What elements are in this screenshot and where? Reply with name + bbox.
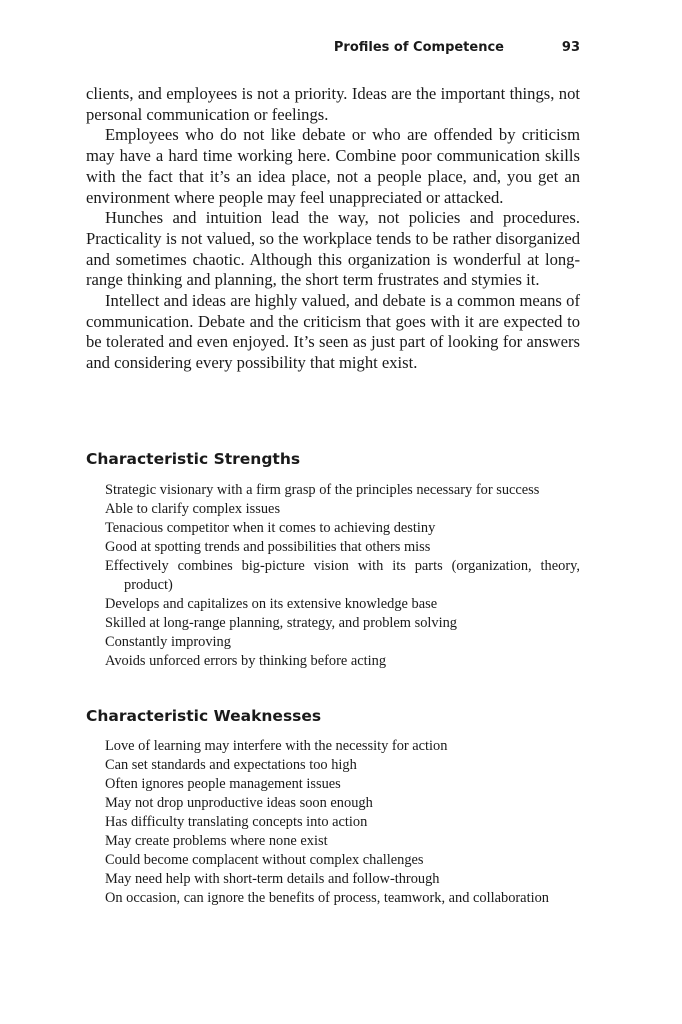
paragraph: Hunches and intuition lead the way, not policies and procedures. Practicality is not valued, so the workplace tends to be rather disorganized and sometimes chaotic. Although this organization is wonderful at long-range thinking and planning, the short term frustrates and stymies it.	[86, 208, 580, 290]
list-item: Constantly improving	[105, 634, 231, 650]
list-item: May create problems where none exist	[105, 833, 328, 849]
page-number: 93	[561, 40, 580, 55]
list-item: Effectively combines big-picture vision with its parts (organization, theory, product)	[105, 558, 580, 593]
list-item: Can set standards and expectations too high	[105, 757, 357, 773]
list-item: May need help with short-term details and follow-through	[105, 871, 440, 887]
list-item: On occasion, can ignore the benefits of process, teamwork, and collaboration	[105, 890, 549, 906]
strengths-list	[105, 481, 580, 671]
running-head	[86, 40, 580, 62]
strengths-heading: Characteristic Strengths	[86, 450, 301, 468]
list-item: Avoids unforced errors by thinking before acting	[105, 653, 387, 669]
list-item: Develops and capitalizes on its extensive knowledge base	[105, 596, 438, 612]
list-item: Often ignores people management issues	[105, 776, 341, 792]
list-item: Has difficulty translating concepts into action	[105, 814, 368, 830]
weaknesses-list	[105, 737, 580, 908]
weaknesses-heading: Characteristic Weaknesses	[86, 707, 322, 725]
paragraph: clients, and employees is not a priority. Ideas are the important things, not personal communication or feelings.	[86, 84, 580, 124]
list-item: Strategic visionary with a firm grasp of the principles necessary for success	[105, 482, 540, 498]
list-item: Able to clarify complex issues	[105, 501, 281, 517]
paragraph: Intellect and ideas are highly valued, and debate is a common means of communication. Debate and the criticism that goes with it are expected to be tolerated and even enjoyed. It’s seen as just part of looking for answers and considering every possibility that might exist.	[86, 291, 580, 373]
paragraph: Employees who do not like debate or who are offended by criticism may have a hard time working here. Combine poor communication skills with the fact that it’s an idea place, not a people place, and, you get an environment where people may feel unappreciated or attacked.	[86, 125, 580, 207]
list-item: Tenacious competitor when it comes to achieving destiny	[105, 520, 436, 536]
list-item: Love of learning may interfere with the necessity for action	[105, 738, 448, 754]
body-text	[86, 84, 580, 374]
list-item: Skilled at long-range planning, strategy, and problem solving	[105, 615, 457, 631]
list-item: Could become complacent without complex challenges	[105, 852, 424, 868]
running-head-title: Profiles of Competence	[333, 40, 504, 55]
list-item: Good at spotting trends and possibilities that others miss	[105, 539, 431, 555]
list-item: May not drop unproductive ideas soon enough	[105, 795, 373, 811]
